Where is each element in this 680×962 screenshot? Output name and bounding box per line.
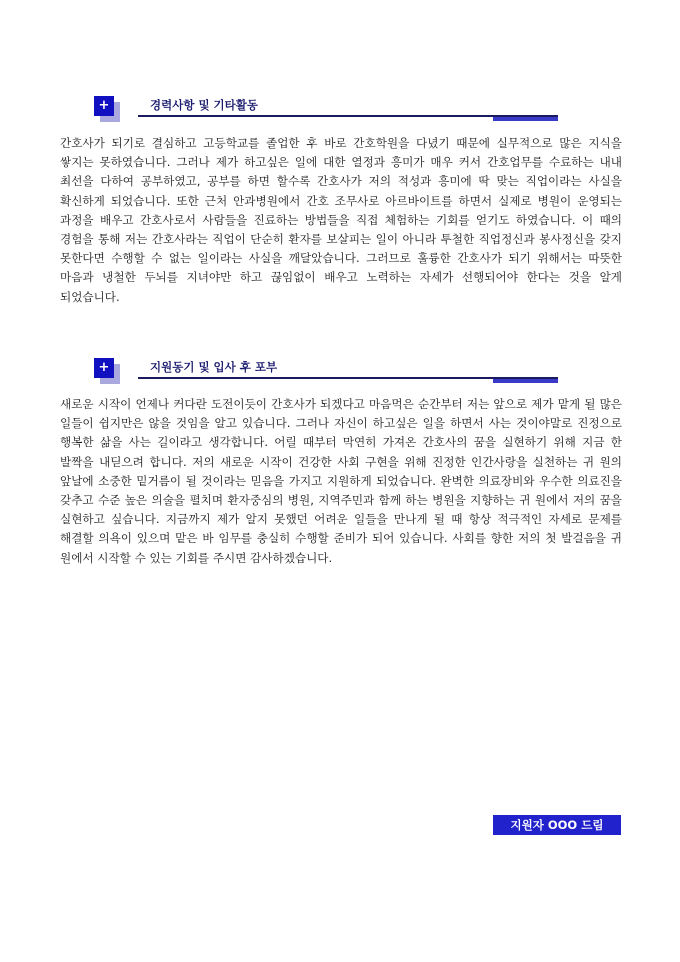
section-title: 지원동기 및 입사 후 포부 bbox=[150, 360, 278, 374]
applicant-signature: 지원자 OOO 드림 bbox=[493, 815, 621, 835]
heading-rule-accent bbox=[493, 117, 558, 121]
motivation-section bbox=[0, 358, 680, 384]
section-title: 경력사항 및 기타활동 bbox=[150, 98, 258, 112]
career-section bbox=[0, 96, 680, 122]
section-body: 새로운 시작이 언제나 커다란 도전이듯이 간호사가 되겠다고 마음먹은 순간부터 저는 앞으로 제가 맡게 될 많은 일들이 쉽지만은 않을 것임을 알고 있습니다. 그러나 자신이 하고싶은 일을 하면서 사는 것이야말로 진정으로 행복한 삶을 사는 길이라고 생각합니다. 어릴 때부터 막연히 가져온 간호사의 꿈을 실현하기 위해 지금 한 발짝을 내딛으려 합니다. 저의 새로운 시작이 건강한 사회 구현을 위해 진정한 인간사랑을 실천하는 귀 원의 앞날에 소중한 밑거름이 될 것이라는 믿음을 가지고 지원하게 되었습니다. 완벽한 의료장비와 우수한 의료진을 갖추고 수준 높은 의술을 펼치며 환자중심의 병원, 지역주민과 함께 하는 병원을 지향하는 귀 원에서 저의 꿈을 실현하고 싶습니다. 지금까지 제가 알지 못했던 어려운 일들을 만나게 될 때 항상 적극적인 자세로 문제를 해결할 의욕이 있으며 맡은 바 임무를 충실히 수행할 준비가 되어 있습니다. 사회를 향한 저의 첫 발걸음을 귀 원에서 시작할 수 있는 기회를 주시면 감사하겠습니다. bbox=[60, 397, 622, 565]
section-body: 간호사가 되기로 결심하고 고등학교를 졸업한 후 바로 간호학원을 다녔기 때문에 실무적으로 많은 지식을 쌓지는 못하였습니다. 그러나 제가 하고싶은 일에 대한 열정과 흥미가 매우 커서 간호업무를 수료하는 내내 최선을 다하여 공부하였고, 공부를 하면 할수록 간호사가 저의 적성과 흥미에 딱 맞는 직업이라는 사실을 확신하게 되었습니다. 또한 근처 안과병원에서 간호 조무사로 아르바이트를 하면서 실제로 병원이 운영되는 과정을 배우고 간호사로서 사람들을 진료하는 방법들을 직접 체험하는 기회를 얻기도 하였습니다. 이 때의 경험을 통해 저는 간호사라는 직업이 단순히 환자를 보살피는 일이 아니라 투철한 직업정신과 봉사정신을 갖지 못한다면 수행할 수 없는 일이라는 사실을 깨달았습니다. 그러므로 훌륭한 간호사가 되기 위해서는 따뜻한 마음과 냉철한 두뇌를 지녀야만 하고 끊임없이 배우고 노력하는 자세가 선행되어야 한다는 것을 알게 되었습니다. bbox=[60, 136, 622, 304]
plus-icon: + bbox=[94, 358, 114, 378]
section-heading bbox=[0, 96, 680, 122]
section-heading bbox=[0, 358, 680, 384]
heading-rule-accent bbox=[493, 379, 558, 383]
plus-icon: + bbox=[94, 96, 114, 116]
